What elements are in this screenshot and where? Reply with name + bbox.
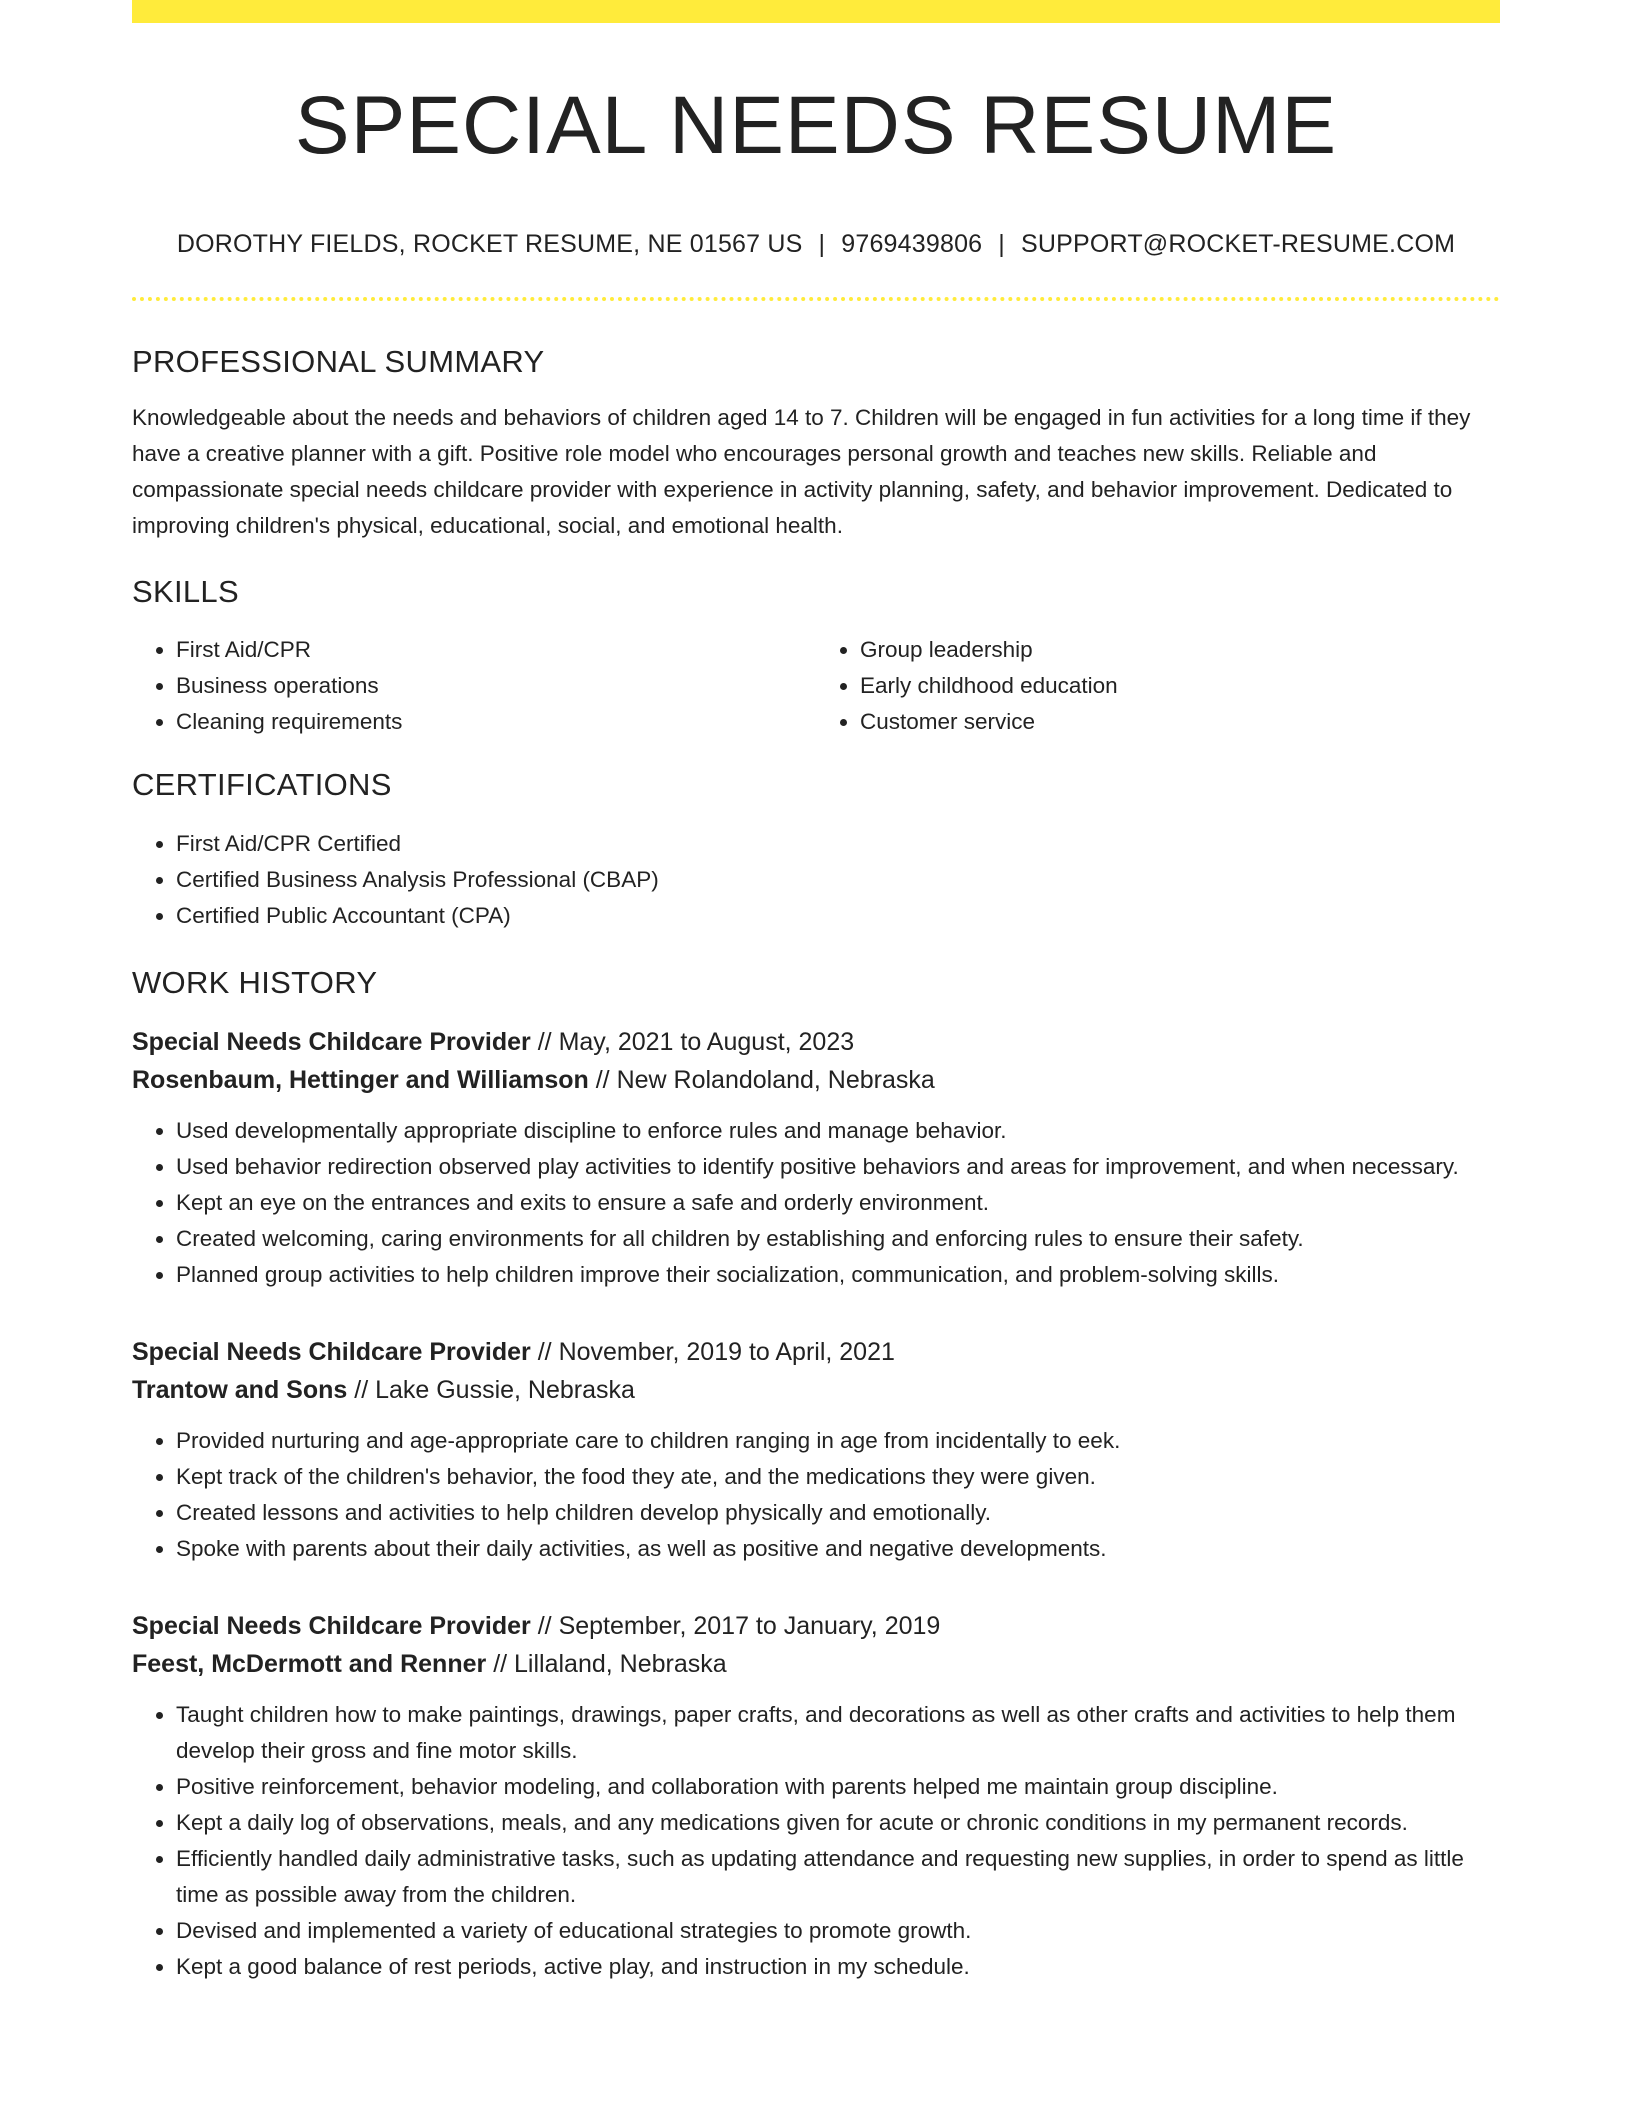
certification-item: • Certified Public Accountant (CPA) bbox=[176, 898, 1500, 934]
work-history-heading: WORK HISTORY bbox=[132, 964, 378, 1000]
skill-item: • First Aid/CPR bbox=[176, 632, 816, 668]
job-duty: • Kept a daily log of observations, meals, and any medications given for acute or chronic conditions in my permanent records. bbox=[176, 1805, 1500, 1841]
contact-separator: | bbox=[998, 230, 1005, 258]
contact-separator: | bbox=[818, 230, 826, 258]
job-duties-list bbox=[132, 1113, 1500, 1293]
job-dates: // November, 2019 to April, 2021 bbox=[530, 1337, 895, 1366]
job-duty: • Positive reinforcement, behavior modeling, and collaboration with parents helped me maintain group discipline. bbox=[176, 1769, 1500, 1805]
summary-section bbox=[132, 343, 1500, 544]
job-dates: // May, 2021 to August, 2023 bbox=[530, 1027, 855, 1056]
skills-list-left bbox=[132, 632, 816, 740]
job-company: Trantow and Sons bbox=[132, 1375, 348, 1404]
summary-text: Knowledgeable about the needs and behaviors of children aged 14 to 7. Children will be engaged in fun activities for a long time if they have a creative planner with a gift. Positive role model who encourages personal growth and teaches new skills. Reliable and compassionate special needs childcare provider with experience in activity planning, safety, and behavior improvement. Dedicated to improving children's physical, educational, social, and emotional health. bbox=[132, 405, 1471, 539]
job-company-line bbox=[132, 1061, 1500, 1099]
resume-title: SPECIAL NEEDS RESUME bbox=[294, 80, 1338, 171]
job-duty: • Provided nurturing and age-appropriate care to children ranging in age from incidentally to eek. bbox=[176, 1423, 1500, 1459]
accent-bar bbox=[132, 0, 1500, 23]
job-duties-list bbox=[132, 1697, 1500, 1985]
job-duty: • Kept an eye on the entrances and exits to ensure a safe and orderly environment. bbox=[176, 1185, 1500, 1221]
job-role-line bbox=[132, 1023, 1500, 1061]
contact-email: SUPPORT@ROCKET-RESUME.COM bbox=[1021, 230, 1456, 258]
certifications-list bbox=[132, 826, 1500, 934]
job-company-line bbox=[132, 1371, 1500, 1409]
job-duty: • Kept track of the children's behavior, the food they ate, and the medications they were given. bbox=[176, 1459, 1500, 1495]
job-entry bbox=[132, 1023, 1500, 1293]
job-duty: • Devised and implemented a variety of educational strategies to promote growth. bbox=[176, 1913, 1500, 1949]
certifications-section bbox=[132, 766, 1500, 933]
job-role-line bbox=[132, 1607, 1500, 1645]
job-duties-list bbox=[132, 1423, 1500, 1567]
job-role: Special Needs Childcare Provider bbox=[132, 1337, 531, 1366]
job-entry bbox=[132, 1333, 1500, 1567]
skills-heading: SKILLS bbox=[132, 574, 239, 610]
job-company-line bbox=[132, 1645, 1500, 1683]
summary-heading: PROFESSIONAL SUMMARY bbox=[132, 344, 545, 379]
skills-list-right bbox=[816, 632, 1500, 740]
job-role: Special Needs Childcare Provider bbox=[132, 1611, 531, 1640]
contact-line bbox=[132, 229, 1500, 259]
job-entry bbox=[132, 1607, 1500, 1985]
job-company: Feest, McDermott and Renner bbox=[132, 1649, 487, 1678]
certification-item: • Certified Business Analysis Professional (CBAP) bbox=[176, 862, 1500, 898]
skill-item: • Customer service bbox=[860, 704, 1500, 740]
job-role: Special Needs Childcare Provider bbox=[132, 1027, 531, 1056]
skills-grid bbox=[132, 632, 1500, 740]
job-location: // Lake Gussie, Nebraska bbox=[347, 1375, 635, 1404]
job-duty: • Used developmentally appropriate discipline to enforce rules and manage behavior. bbox=[176, 1113, 1500, 1149]
certification-item: • First Aid/CPR Certified bbox=[176, 826, 1500, 862]
skill-item: • Early childhood education bbox=[860, 668, 1500, 704]
job-duty: • Created lessons and activities to help children develop physically and emotionally. bbox=[176, 1495, 1500, 1531]
contact-address: DOROTHY FIELDS, ROCKET RESUME, NE 01567 US bbox=[176, 230, 803, 258]
job-duty: • Used behavior redirection observed play activities to identify positive behaviors and areas for improvement, and when necessary. bbox=[176, 1149, 1500, 1185]
contact-phone: 9769439806 bbox=[841, 230, 983, 258]
certifications-heading: CERTIFICATIONS bbox=[132, 767, 392, 803]
job-duty: • Spoke with parents about their daily activities, as well as positive and negative developments. bbox=[176, 1531, 1500, 1567]
job-duty: • Efficiently handled daily administrative tasks, such as updating attendance and requesting new supplies, in order to spend as little time as possible away from the children. bbox=[176, 1841, 1500, 1913]
dotted-divider bbox=[132, 297, 1500, 301]
skill-item: • Business operations bbox=[176, 668, 816, 704]
resume-page bbox=[132, 0, 1500, 1985]
job-dates: // September, 2017 to January, 2019 bbox=[530, 1611, 941, 1640]
skills-section bbox=[132, 573, 1500, 740]
job-duty: • Kept a good balance of rest periods, active play, and instruction in my schedule. bbox=[176, 1949, 1500, 1985]
work-history-section bbox=[132, 964, 1500, 1985]
job-duty: • Taught children how to make paintings, drawings, paper crafts, and decorations as well as other crafts and activities to help them develop their gross and fine motor skills. bbox=[176, 1697, 1500, 1769]
job-duty: • Created welcoming, caring environments for all children by establishing and enforcing rules to ensure their safety. bbox=[176, 1221, 1500, 1257]
job-location: // New Rolandoland, Nebraska bbox=[588, 1065, 935, 1094]
job-location: // Lillaland, Nebraska bbox=[486, 1649, 727, 1678]
job-duty: • Planned group activities to help children improve their socialization, communication, and problem-solving skills. bbox=[176, 1257, 1500, 1293]
skill-item: • Cleaning requirements bbox=[176, 704, 816, 740]
job-role-line bbox=[132, 1333, 1500, 1371]
skill-item: • Group leadership bbox=[860, 632, 1500, 668]
job-company: Rosenbaum, Hettinger and Williamson bbox=[132, 1065, 589, 1094]
